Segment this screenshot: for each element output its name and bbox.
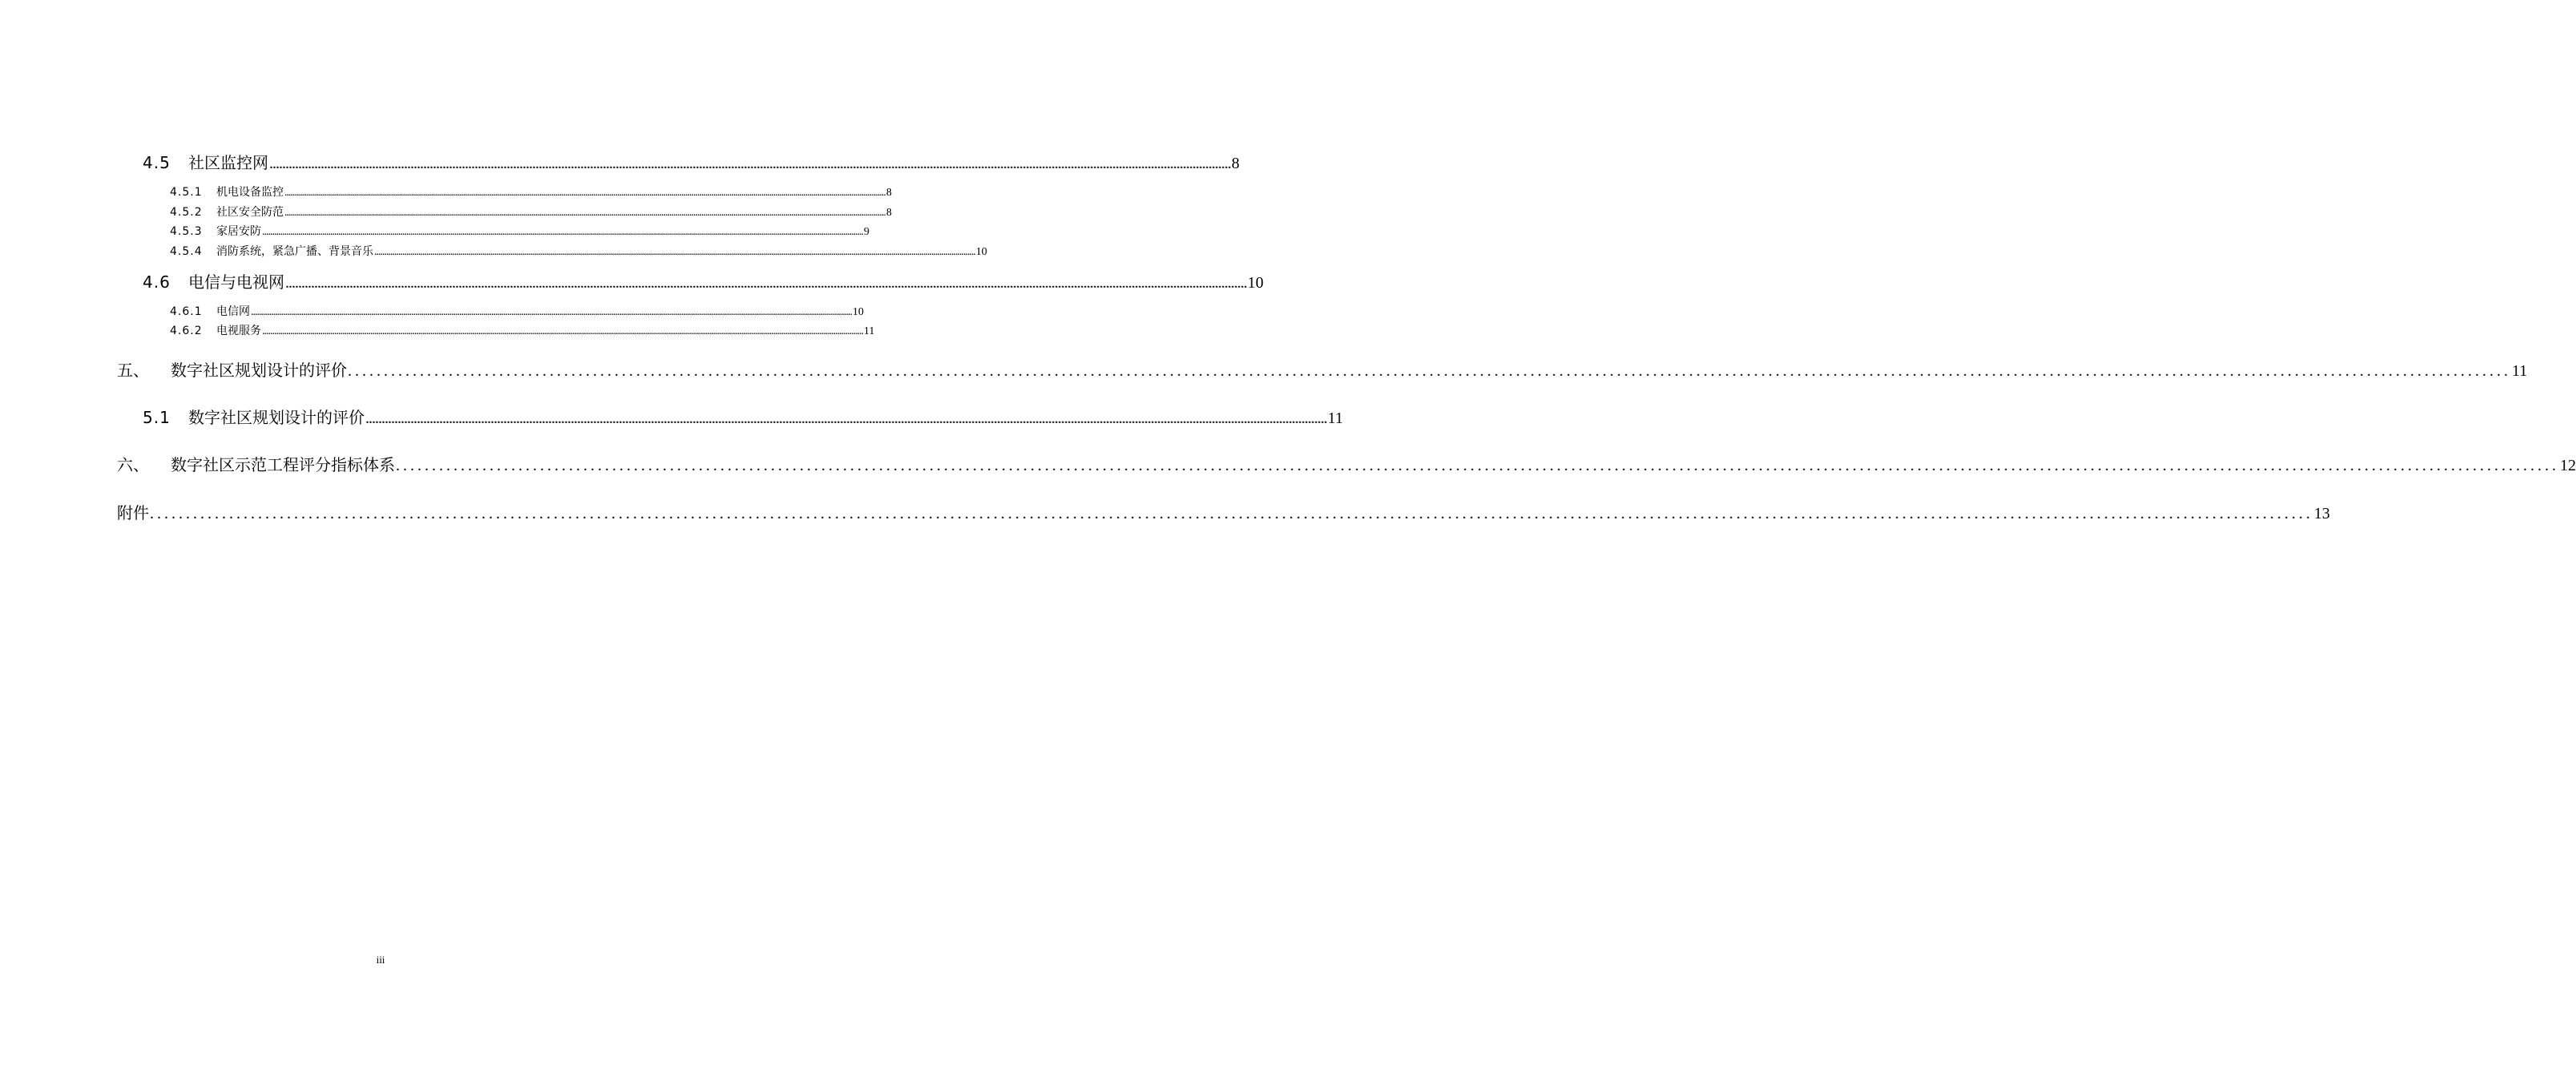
- toc-title: 消防系统，紧急广播、背景音乐: [216, 245, 373, 258]
- toc-number: 4.6.2: [170, 325, 203, 337]
- toc-entry-4-5-2[interactable]: [170, 204, 892, 220]
- toc-page: 10: [853, 306, 864, 318]
- toc-title: 机电设备监控: [216, 186, 284, 199]
- toc-leader: ............................................................................................................................................................................................................................................................................................................: [365, 409, 1327, 427]
- toc-page: 10: [1248, 274, 1264, 292]
- toc-entry-4-5-3[interactable]: [170, 223, 869, 239]
- toc-title: 电信与电视网: [188, 272, 284, 292]
- toc-entry-4-6-1[interactable]: [170, 303, 864, 319]
- toc-number: 五、: [117, 361, 149, 380]
- toc-number: 4.5.3: [170, 225, 203, 238]
- toc-page: 11: [2512, 362, 2528, 380]
- toc-leader: ............................................................................................................................................................................................................................................................................................................: [284, 207, 885, 219]
- toc-title: 附件: [117, 503, 149, 522]
- toc-page: 11: [864, 325, 875, 337]
- toc-title: 电视服务: [216, 325, 261, 337]
- toc-page: 8: [886, 207, 892, 219]
- footer-page-number: iii: [376, 954, 385, 966]
- toc-leader: ............................................................................................................................................................................................................................................................................................................: [150, 505, 2313, 522]
- toc-leader: ............................................................................................................................................................................................................................................................................................................: [262, 226, 863, 238]
- toc-entry-4-5-1[interactable]: [170, 184, 892, 200]
- toc-entry-5-1[interactable]: [143, 405, 1344, 428]
- toc-page: 8: [886, 187, 892, 199]
- toc-leader: ............................................................................................................................................................................................................................................................................................................: [285, 274, 1247, 292]
- toc-number: 5.1: [143, 408, 171, 427]
- toc-page: 11: [1328, 409, 1344, 427]
- toc-number: 4.5.4: [170, 245, 203, 258]
- toc-page: 12: [2560, 457, 2576, 474]
- toc-title: 社区监控网: [188, 153, 268, 172]
- toc-title: 社区安全防范: [216, 206, 284, 219]
- toc-number: 4.5.1: [170, 186, 203, 199]
- toc-leader: ............................................................................................................................................................................................................................................................................................................: [251, 306, 852, 318]
- toc-number: 4.5.2: [170, 206, 203, 219]
- toc-leader: ............................................................................................................................................................................................................................................................................................................: [269, 155, 1231, 172]
- toc-entry-4-5[interactable]: [143, 150, 1240, 173]
- toc-entry-4-5-4[interactable]: [170, 243, 987, 259]
- toc-leader: ............................................................................................................................................................................................................................................................................................................: [262, 325, 863, 337]
- toc-entry-4-6-2[interactable]: [170, 322, 875, 338]
- toc-entry-chapter-5[interactable]: [117, 357, 2528, 381]
- toc-number: 4.6.1: [170, 305, 203, 318]
- toc-leader: ............................................................................................................................................................................................................................................................................................................: [348, 362, 2511, 380]
- toc-title: 数字社区规划设计的评价: [171, 361, 347, 380]
- toc-title: 家居安防: [216, 225, 261, 238]
- toc-leader: ............................................................................................................................................................................................................................................................................................................: [374, 246, 975, 258]
- toc-leader: ............................................................................................................................................................................................................................................................................................................: [396, 457, 2559, 474]
- toc-page: 13: [2314, 505, 2330, 522]
- toc-page: 9: [864, 226, 869, 238]
- toc-number: 4.5: [143, 153, 171, 172]
- toc-title: 数字社区示范工程评分指标体系: [171, 455, 395, 474]
- toc-leader: ............................................................................................................................................................................................................................................................................................................: [284, 187, 885, 199]
- toc-page: 8: [1232, 155, 1240, 172]
- toc-entry-appendix[interactable]: [117, 500, 2330, 523]
- toc-number: 4.6: [143, 272, 171, 292]
- toc-entry-4-6[interactable]: [143, 269, 1264, 292]
- toc-page: 10: [976, 246, 987, 258]
- toc-title: 电信网: [216, 305, 250, 318]
- toc-entry-chapter-6[interactable]: [117, 452, 2576, 475]
- toc-title: 数字社区规划设计的评价: [188, 408, 365, 427]
- toc-number: 六、: [117, 455, 149, 474]
